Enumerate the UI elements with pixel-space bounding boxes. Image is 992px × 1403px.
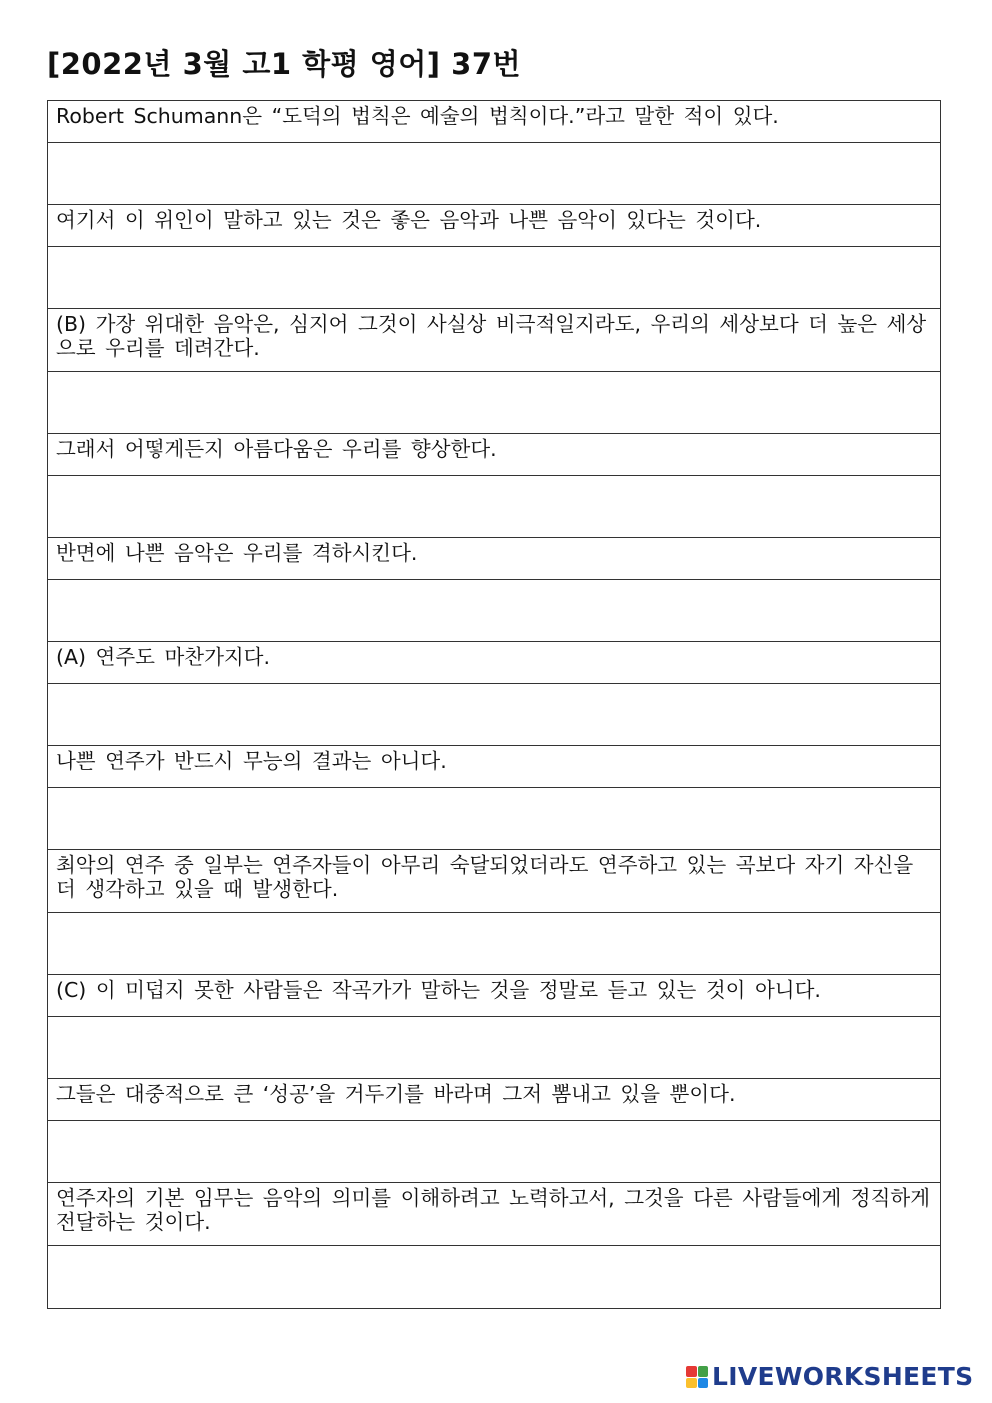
answer-field[interactable] — [48, 913, 940, 975]
sentence-row: (C) 이 미덥지 못한 사람들은 작곡가가 말하는 것을 정말로 듣고 있는 것이 아니다. — [48, 975, 940, 1017]
logo-square-yellow — [686, 1378, 697, 1389]
answer-field[interactable] — [48, 143, 940, 205]
page-title: [2022년 3월 고1 학평 영어] 37번 — [47, 47, 522, 81]
answer-field[interactable] — [48, 580, 940, 642]
answer-field[interactable] — [48, 684, 940, 746]
sentence-row: 그래서 어떻게든지 아름다움은 우리를 향상한다. — [48, 434, 940, 476]
sentence-row: Robert Schumann은 “도덕의 법칙은 예술의 법칙이다.”라고 말한 적이 있다. — [48, 101, 940, 143]
brand-footer — [686, 1364, 973, 1390]
brand-name: LIVEWORKSHEETS — [712, 1362, 974, 1391]
sentence-row: (B) 가장 위대한 음악은, 심지어 그것이 사실상 비극적일지라도, 우리의 세상보다 더 높은 세상으로 우리를 데려간다. — [48, 309, 940, 372]
answer-field[interactable] — [48, 247, 940, 309]
sentence-row: 반면에 나쁜 음악은 우리를 격하시킨다. — [48, 538, 940, 580]
sentence-row: 나쁜 연주가 반드시 무능의 결과는 아니다. — [48, 746, 940, 788]
liveworksheets-logo-icon — [686, 1366, 708, 1388]
answer-field[interactable] — [48, 788, 940, 850]
answer-field[interactable] — [48, 476, 940, 538]
sentence-row: 연주자의 기본 임무는 음악의 의미를 이해하려고 노력하고서, 그것을 다른 사람들에게 정직하게 전달하는 것이다. — [48, 1183, 940, 1246]
answer-field[interactable] — [48, 1017, 940, 1079]
answer-field[interactable] — [48, 1121, 940, 1183]
worksheet-table — [47, 100, 941, 1309]
answer-field[interactable] — [48, 372, 940, 434]
sentence-row: 그들은 대중적으로 큰 ‘성공’을 거두기를 바라며 그저 뽐내고 있을 뿐이다. — [48, 1079, 940, 1121]
sentence-row: (A) 연주도 마찬가지다. — [48, 642, 940, 684]
logo-square-blue — [698, 1378, 709, 1389]
sentence-row: 여기서 이 위인이 말하고 있는 것은 좋은 음악과 나쁜 음악이 있다는 것이다. — [48, 205, 940, 247]
logo-square-green — [698, 1366, 709, 1377]
sentence-row: 최악의 연주 중 일부는 연주자들이 아무리 숙달되었더라도 연주하고 있는 곡보다 자기 자신을 더 생각하고 있을 때 발생한다. — [48, 850, 940, 913]
answer-field[interactable] — [48, 1246, 940, 1308]
logo-square-red — [686, 1366, 697, 1377]
